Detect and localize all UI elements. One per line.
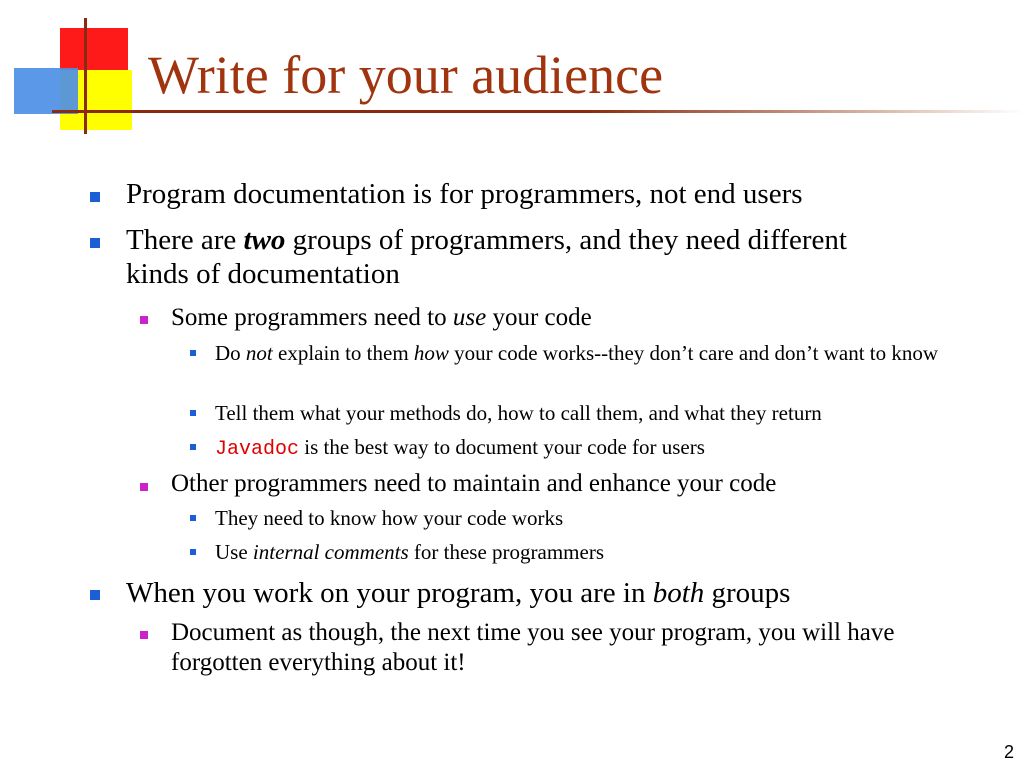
bullet-2-1-1-em2: how	[413, 341, 449, 365]
bullet-square-icon	[90, 192, 100, 202]
bullet-2-1-1-post: your code works--they don’t care and don’t want to know	[448, 341, 939, 365]
bullet-2-2-2-pre: Use	[215, 540, 253, 564]
sub-sub-bullet-square-icon	[190, 410, 196, 416]
bullet-3-1-text: Document as though, the next time you see your program, you will have forgotten everything about it!	[171, 619, 895, 676]
bullet-2-1-1-mid: explain to them	[272, 341, 414, 365]
bullet-1-text: Program documentation is for programmers, not end users	[126, 178, 803, 210]
bullet-2-1-3-text	[215, 434, 995, 463]
bullet-2-text-pre: There are	[126, 224, 244, 256]
bullet-2-2-2-emphasis: internal comments	[252, 540, 409, 564]
sub-sub-bullet-square-icon	[190, 350, 196, 356]
bullet-2-1-1-pre: Do	[215, 341, 246, 365]
sub-sub-bullet-square-icon	[190, 515, 196, 521]
bullet-2-1-post: your code	[486, 304, 592, 331]
sub-bullet-square-icon	[140, 631, 148, 639]
bullet-2-2-text: Other programmers need to maintain and enhance your code	[171, 470, 777, 497]
bullet-2-1-3-post: is the best way to document your code for users	[299, 435, 705, 459]
bullet-2-text-post: groups of programmers, and they need different kinds of documentation	[126, 224, 847, 290]
bullet-square-icon	[90, 590, 100, 600]
bullet-3-text	[126, 576, 986, 610]
bullet-3-post: groups	[704, 577, 791, 609]
sub-sub-bullet-square-icon	[190, 549, 196, 555]
sub-bullet-square-icon	[140, 316, 148, 324]
bullet-2-1-pre: Some programmers need to	[171, 304, 453, 331]
bullet-2-1-1-text	[215, 340, 975, 366]
sub-bullet-square-icon	[140, 483, 148, 491]
bullet-2-1-text	[171, 303, 971, 333]
slide-title: Write for your audience	[148, 45, 664, 105]
bullet-3-pre: When you work on your program, you are in	[126, 577, 653, 609]
bullet-2-1-emphasis: use	[452, 304, 487, 331]
bullet-2-emphasis: two	[243, 224, 286, 256]
bullet-square-icon	[90, 238, 100, 248]
bullet-2-2-2-post: for these programmers	[408, 540, 605, 564]
javadoc-code-text: Javadoc	[215, 438, 300, 461]
sub-sub-bullet-square-icon	[190, 444, 196, 450]
bullet-2-2-1-text: They need to know how your code works	[215, 506, 564, 530]
bullet-2-2-2-text	[215, 539, 995, 565]
bullet-2-1-2-text: Tell them what your methods do, how to call them, and what they return	[215, 401, 822, 425]
page-number: 2	[1003, 742, 1014, 762]
bullet-3-emphasis: both	[652, 577, 705, 609]
bullet-2-text	[126, 223, 866, 291]
bullet-2-1-1-em1: not	[245, 341, 273, 365]
